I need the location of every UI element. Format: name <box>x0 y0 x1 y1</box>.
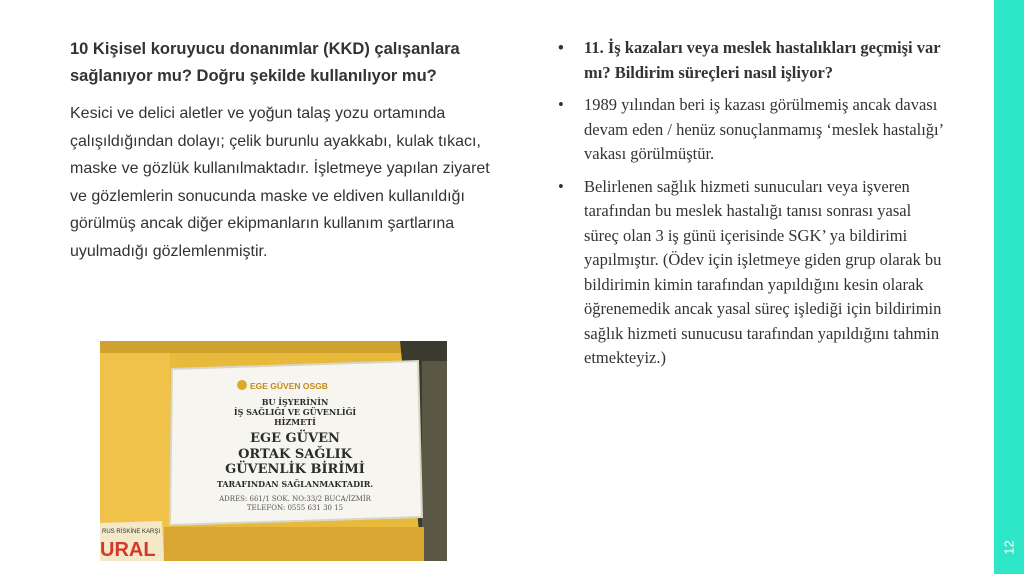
sign-line-6: GÜVENLİK BİRİMİ <box>225 462 365 477</box>
sign-line-7: TARAFINDAN SAĞLANMAKTADIR. <box>216 479 374 489</box>
sign-line-1: BU İŞYERİNİN <box>261 397 329 407</box>
left-column <box>70 36 490 265</box>
bullet-question-11 <box>558 36 948 85</box>
sign-line-4: EGE GÜVEN <box>250 431 340 446</box>
bullet-answer-2 <box>558 175 948 371</box>
bullet-text: 11. İş kazaları veya meslek hastalıkları geçmişi var mı? Bildirim süreçleri nasıl işliyor? <box>584 38 941 82</box>
bullet-text: Belirlenen sağlık hizmeti sunucuları veya işveren tarafından bu meslek hastalığı tanısı sonrası yasal süreç olan 3 iş günü içerisinde SGK’ ya bildirimi yapılmıştır. (Ödev için işletmeye giden grup olarak bu bildirimin kimin tarafından yapıldığını kesin olarak öğrenemedik ancak yasal süreç işlediği için bildirimin sağlık hizmeti sunucusu tarafından yapıldığını tahmin etmekteyiz.) <box>584 176 942 367</box>
accent-sidebar <box>994 0 1024 574</box>
sign-line-2: İŞ SAĞLIĞI VE GÜVENLİĞİ <box>233 407 357 417</box>
sign-line-5: ORTAK SAĞLIK <box>238 447 352 462</box>
bullet-glyph: • <box>558 38 564 57</box>
poster-small-text: RUS RİSKİNE KARŞI <box>102 529 161 535</box>
question-10-answer: Kesici ve delici aletler ve yoğun talaş yozu ortamında çalışıldığından dolayı; çelik burunlu ayakkabı, kulak tıkacı, maske ve gözlük kullanılmaktadır. İşletmeye yapılan ziyaret ve gözlemlerin sonucunda maske ve eldiven kullanıldığı görülmüş ancak diğer ekipmanların kullanım şartlarına uyulmadığı gözlemlenmiştir. <box>70 105 490 260</box>
bullet-glyph: • <box>558 176 564 196</box>
bullet-text: 1989 yılından beri iş kazası görülmemiş ancak davası devam eden / henüz sonuçlanmamış ‘meslek hastalığı’ vakası görülmüştür. <box>584 95 943 163</box>
question-10-title: 10 Kişisel koruyucu donanımlar (KKD) çalışanlara sağlanıyor mu? Doğru şekilde kullanılıyor mu? <box>70 40 460 85</box>
sign-line-3: HİZMETİ <box>274 417 316 427</box>
sign-logo-text: EGE GÜVEN OSGB <box>250 381 328 391</box>
photo-svg <box>100 341 447 561</box>
sign-phone: TELEFON: 0555 631 30 15 <box>246 504 344 512</box>
sign-address: ADRES: 661/1 SOK. NO:33/2 BUCA/İZMİR <box>219 495 371 503</box>
right-column <box>558 36 948 379</box>
bullet-answer-1 <box>558 93 948 167</box>
page-number: 12 <box>1001 540 1017 555</box>
poster-big-text: URAL <box>100 539 156 561</box>
bullet-glyph: • <box>558 95 564 114</box>
photo-osgb-sign <box>100 341 447 561</box>
